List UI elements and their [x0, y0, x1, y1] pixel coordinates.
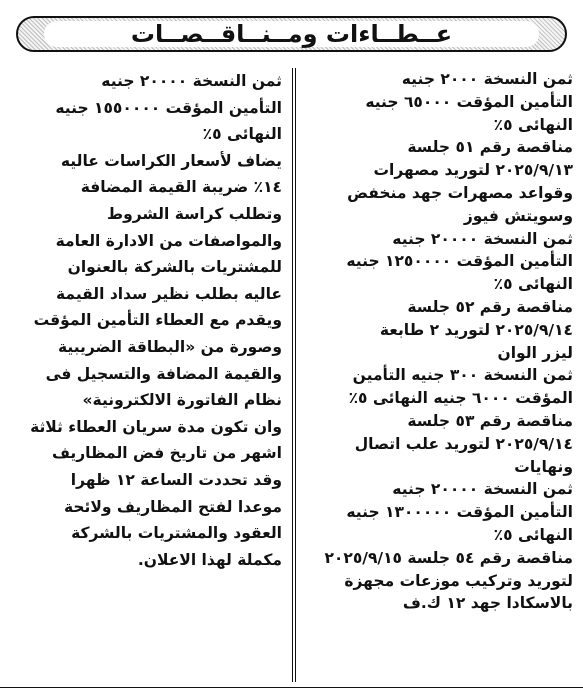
text-line: ١٤٪ ضريبة القيمة المضافة	[80, 178, 282, 197]
bottom-rule	[0, 687, 583, 688]
text-line: مناقصة رقم ٥٤ جلسة ٢٠٢٥/٩/١٥	[324, 548, 573, 567]
text-line: النهائى ٥٪	[493, 275, 573, 294]
text-line: ٢٠٢٥/٩/١٣ لتوريد مصهرات	[373, 161, 573, 180]
text-line: ثمن النسخة ٢٠٠٠ جنيه	[401, 70, 573, 88]
left-text-column	[6, 68, 282, 573]
text-line: مناقصة رقم ٥١ جلسة	[407, 138, 573, 157]
text-line: مناقصة رقم ٥٣ جلسة	[407, 411, 573, 430]
section-header-banner	[16, 16, 567, 52]
text-line: يضاف لأسعار الكراسات عاليه	[60, 151, 282, 170]
text-line: عاليه بطلب نظير سداد القيمة	[56, 284, 282, 303]
text-line: وان تكون مدة سريان العطاء ثلاثة	[30, 417, 282, 436]
text-line: النهائى ٥٪	[493, 115, 573, 134]
text-line: وقواعد مصهرات جهد منخفض	[347, 183, 573, 202]
text-line: مكملة لهذا الاعلان.	[137, 550, 282, 569]
text-line: ٢٠٢٥/٩/١٤ لتوريد ٢ طابعة	[379, 320, 573, 339]
text-line: موعدا لفتح المظاريف ولائحة	[63, 497, 282, 516]
text-line: ويقدم مع العطاء التأمين المؤقت	[33, 311, 282, 330]
text-line: النهائى ٥٪	[493, 525, 573, 544]
text-line: للمشتريات بالشركة بالعنوان	[67, 258, 282, 277]
section-header-inner	[44, 21, 539, 47]
text-line: ونهايات	[514, 457, 573, 476]
text-line: العقود والمشتريات بالشركة	[71, 524, 282, 543]
text-line: ٢٠٢٥/٩/١٤ لتوريد علب اتصال	[354, 434, 573, 453]
text-line: وقد تحددت الساعة ١٢ ظهرا	[70, 470, 282, 489]
text-line: التأمين المؤقت ١٥٥٠٠٠٠ جنيه	[55, 98, 282, 117]
text-line: ثمن النسخة ٣٠٠ جنيه التأمين	[352, 366, 573, 385]
text-line: التأمين المؤقت ٦٥٠٠٠ جنيه	[365, 92, 573, 111]
text-line: بالاسكادا جهد ١٢ ك.ف	[402, 594, 573, 613]
text-line: وسويتش فيوز	[463, 206, 573, 225]
text-line: مناقصة رقم ٥٢ جلسة	[407, 297, 573, 316]
text-line: ثمن النسخة ٢٠٠٠٠ جنيه	[101, 72, 282, 90]
text-line: النهائى ٥٪	[202, 125, 282, 144]
text-line: وصورة من «البطاقة الضريبية	[57, 337, 282, 356]
section-title: عــطــاءات ومــنــاقــصــات	[130, 20, 453, 48]
text-line: التأمين المؤقت ١٢٥٠٠٠٠ جنيه	[346, 252, 573, 271]
text-line: ثمن النسخة ٢٠٠٠٠ جنيه	[392, 229, 573, 248]
text-line: لتوريد وتركيب موزعات مجهزة	[344, 571, 573, 590]
text-line: وتطلب كراسة الشروط	[107, 204, 282, 223]
column-divider	[292, 68, 296, 682]
text-line: المؤقت ٦٠٠٠ جنيه النهائى ٥٪	[348, 389, 573, 408]
text-line: نظام الفاتورة الالكترونية»	[82, 391, 282, 410]
text-line: والمواصفات من الادارة العامة	[55, 231, 282, 250]
text-line: اشهر من تاريخ فض المظاريف	[51, 444, 282, 463]
text-line: ثمن النسخة ٢٠٠٠٠ جنيه	[392, 480, 573, 499]
text-line: والقيمة المضافة والتسجيل فى	[45, 364, 282, 383]
right-text-column	[305, 68, 573, 615]
text-line: التأمين المؤقت ١٣٠٠٠٠٠ جنيه	[346, 503, 573, 522]
text-line: ليزر الوان	[497, 343, 573, 362]
